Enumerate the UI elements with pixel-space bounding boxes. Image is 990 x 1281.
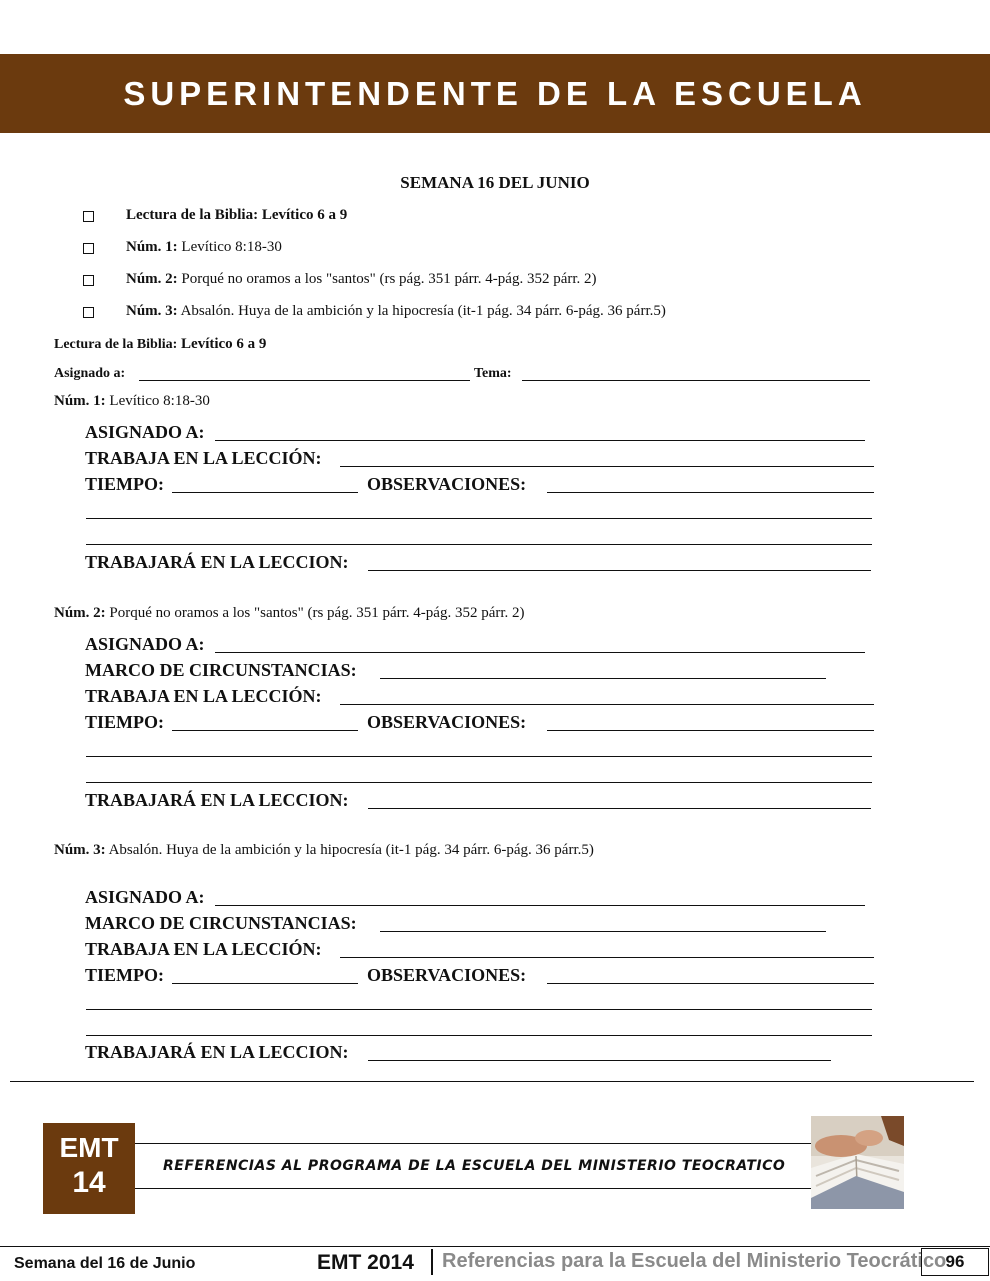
part-1-time-label: TIEMPO:: [85, 474, 164, 494]
part-label: Núm. 3:: [54, 842, 106, 858]
part-1-works-field[interactable]: [340, 466, 874, 467]
part-2-notes-line[interactable]: [86, 782, 872, 783]
references-banner-text: REFERENCIAS AL PROGRAMA DE LA ESCUELA DEL MINISTERIO TEOCRATICO: [163, 1158, 786, 1174]
part-1-will-work-field[interactable]: [368, 570, 871, 571]
references-banner: [135, 1143, 811, 1189]
footer-title: Referencias para la Escuela del Ministerio Teocrático: [442, 1250, 947, 1272]
part-detail: Porqué no oramos a los "santos" (rs pág. 351 párr. 4-pág. 352 párr. 2): [105, 605, 525, 621]
checkbox-reading[interactable]: [83, 211, 94, 222]
checklist-item-reading: [126, 207, 347, 224]
part-3-works-label: TRABAJA EN LA LECCIÓN:: [85, 939, 322, 959]
part-3-observations-field[interactable]: [547, 983, 874, 984]
footer-separator: [431, 1249, 433, 1275]
part-2-observations-field[interactable]: [547, 730, 874, 731]
part-1-assigned-label: ASIGNADO A:: [85, 422, 205, 442]
part-2-setting-label: MARCO DE CIRCUNSTANCIAS:: [85, 660, 357, 680]
checklist-label: Núm. 1:: [126, 239, 178, 255]
checklist-item-part-3: [126, 303, 666, 320]
part-2-heading: [54, 605, 525, 622]
checklist-item-part-1: [126, 239, 282, 256]
part-3-will-work-field[interactable]: [368, 1060, 831, 1061]
emt-badge-label: EMT: [59, 1132, 119, 1163]
reading-heading: [54, 336, 266, 353]
reading-label: Lectura de la Biblia:: [54, 337, 178, 352]
part-detail: Levítico 8:18-30: [105, 393, 210, 409]
checkbox-part-3[interactable]: [83, 307, 94, 318]
part-3-will-work-label: TRABAJARÁ EN LA LECCION:: [85, 1042, 349, 1062]
reading-theme-label: Tema:: [474, 366, 512, 381]
part-1-assigned-field[interactable]: [215, 440, 865, 441]
section-divider: [10, 1081, 974, 1082]
reading-theme-field[interactable]: [522, 380, 870, 381]
part-detail: Absalón. Huya de la ambición y la hipocresía (it-1 pág. 34 párr. 6-pág. 36 párr.5): [105, 842, 594, 858]
reading-assigned-label: Asignado a:: [54, 366, 126, 381]
part-3-heading: [54, 842, 594, 859]
part-3-notes-line[interactable]: [86, 1009, 872, 1010]
part-2-assigned-label: ASIGNADO A:: [85, 634, 205, 654]
footer-emt: EMT 2014: [317, 1251, 414, 1274]
header-banner: [0, 54, 990, 133]
part-1-will-work-label: TRABAJARÁ EN LA LECCION:: [85, 552, 349, 572]
footer-week: Semana del 16 de Junio: [14, 1255, 196, 1272]
open-bible-photo-icon: [811, 1116, 904, 1209]
part-1-heading: [54, 393, 210, 410]
checkbox-part-1[interactable]: [83, 243, 94, 254]
part-1-observations-field[interactable]: [547, 492, 874, 493]
part-1-works-label: TRABAJA EN LA LECCIÓN:: [85, 448, 322, 468]
part-3-time-field[interactable]: [172, 983, 358, 984]
part-1-observations-label: OBSERVACIONES:: [367, 474, 527, 494]
checklist-detail: Porqué no oramos a los "santos" (rs pág. 351 párr. 4-pág. 352 párr. 2): [177, 271, 597, 287]
checklist-label: Núm. 3:: [126, 303, 178, 319]
part-2-time-label: TIEMPO:: [85, 712, 164, 732]
checklist-label: Lectura de la Biblia: Levítico 6 a 9: [126, 207, 348, 223]
part-2-time-field[interactable]: [172, 730, 358, 731]
part-2-setting-field[interactable]: [380, 678, 826, 679]
emt-badge: [43, 1123, 135, 1214]
part-label: Núm. 2:: [54, 605, 106, 621]
part-2-will-work-label: TRABAJARÁ EN LA LECCION:: [85, 790, 349, 810]
page-title: SUPERINTENDENTE DE LA ESCUELA: [123, 74, 867, 112]
part-1-notes-line[interactable]: [86, 544, 872, 545]
part-2-works-label: TRABAJA EN LA LECCIÓN:: [85, 686, 322, 706]
part-3-notes-line[interactable]: [86, 1035, 872, 1036]
checklist-detail: Absalón. Huya de la ambición y la hipocresía (it-1 pág. 34 párr. 6-pág. 36 párr.5): [177, 303, 666, 319]
checklist-item-part-2: [126, 271, 597, 288]
part-2-assigned-field[interactable]: [215, 652, 865, 653]
emt-badge-number: 14: [72, 1166, 106, 1199]
part-2-observations-label: OBSERVACIONES:: [367, 712, 527, 732]
part-3-setting-label: MARCO DE CIRCUNSTANCIAS:: [85, 913, 357, 933]
reading-value: Levítico 6 a 9: [177, 336, 267, 352]
page-footer: [0, 1246, 990, 1281]
checklist-label: Núm. 2:: [126, 271, 178, 287]
part-3-assigned-label: ASIGNADO A:: [85, 887, 205, 907]
part-2-notes-line[interactable]: [86, 756, 872, 757]
part-label: Núm. 1:: [54, 393, 106, 409]
page-number: 96: [921, 1248, 989, 1276]
part-1-notes-line[interactable]: [86, 518, 872, 519]
reading-assigned-field[interactable]: [139, 380, 470, 381]
part-3-assigned-field[interactable]: [215, 905, 865, 906]
part-1-time-field[interactable]: [172, 492, 358, 493]
part-3-setting-field[interactable]: [380, 931, 826, 932]
checkbox-part-2[interactable]: [83, 275, 94, 286]
part-3-time-label: TIEMPO:: [85, 965, 164, 985]
part-3-observations-label: OBSERVACIONES:: [367, 965, 527, 985]
part-3-works-field[interactable]: [340, 957, 874, 958]
week-title: SEMANA 16 DEL JUNIO: [400, 173, 590, 192]
part-2-works-field[interactable]: [340, 704, 874, 705]
part-2-will-work-field[interactable]: [368, 808, 871, 809]
checklist-detail: Levítico 8:18-30: [177, 239, 282, 255]
